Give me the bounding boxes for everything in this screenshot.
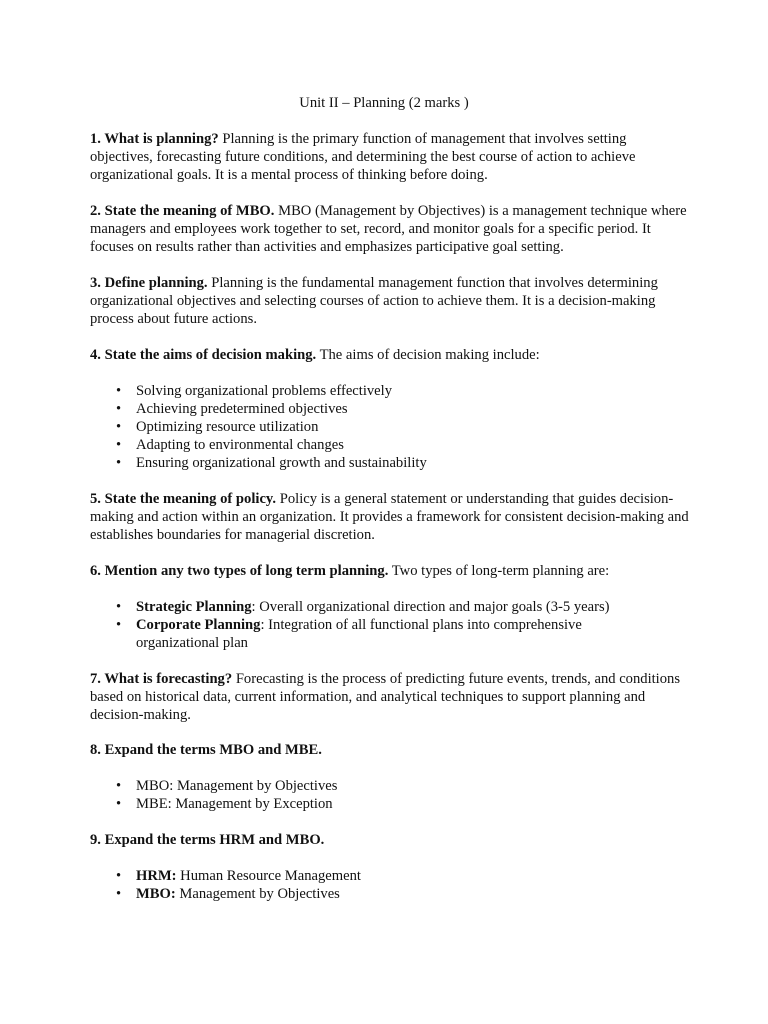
- question-4-heading: 4. State the aims of decision making.: [90, 347, 317, 363]
- question-2-answer: MBO (Management by Objectives) is a management technique where managers and employees work together to set, record, and monitor goals for a specific period. It focuses on results rather than activities and emphasizes participative goal setting.: [90, 203, 687, 255]
- question-8-heading: 8. Expand the terms MBO and MBE.: [90, 742, 322, 758]
- list-item: [90, 418, 650, 436]
- question-1-answer: Planning is the primary function of management that involves setting objectives, forecasting future conditions, and determining the best course of action to achieve organizational goals. It is a mental process of thinking before doing.: [90, 131, 636, 183]
- question-5-paragraph: [90, 490, 690, 544]
- question-6-paragraph: [90, 562, 690, 580]
- bullet-icon: •: [116, 778, 122, 794]
- list-item: [90, 400, 650, 418]
- list-item-text: Achieving predetermined objectives: [136, 401, 348, 417]
- list-item-term: HRM:: [136, 868, 177, 884]
- question-9-heading: 9. Expand the terms HRM and MBO.: [90, 832, 325, 848]
- list-item: [90, 777, 650, 795]
- list-item-text: Optimizing resource utilization: [136, 419, 319, 435]
- list-item-text: : Integration of all functional plans into comprehensive organizational plan: [136, 617, 582, 651]
- question-3-heading: 3. Define planning.: [90, 275, 208, 291]
- list-item-term: MBO:: [136, 886, 176, 902]
- question-8-list: [90, 777, 650, 813]
- list-item: [90, 867, 650, 885]
- list-item: [90, 885, 650, 903]
- question-1-paragraph: [90, 130, 690, 184]
- bullet-icon: •: [116, 437, 122, 453]
- list-item-text: Ensuring organizational growth and sustainability: [136, 455, 427, 471]
- list-item: [90, 454, 650, 472]
- list-item-text: MBO: Management by Objectives: [136, 778, 338, 794]
- question-7-paragraph: [90, 670, 690, 724]
- list-item-text: Solving organizational problems effectively: [136, 383, 393, 399]
- list-item-text: : Overall organizational direction and major goals (3-5 years): [251, 599, 610, 615]
- question-4-paragraph: [90, 346, 690, 364]
- question-8-paragraph: [90, 741, 690, 759]
- list-item-term: Strategic Planning: [136, 599, 252, 615]
- list-item-text: Management by Objectives: [175, 886, 340, 902]
- bullet-icon: •: [116, 886, 122, 902]
- question-3-paragraph: [90, 274, 690, 328]
- question-5: [90, 490, 690, 544]
- list-item-text: MBE: Management by Exception: [136, 796, 333, 812]
- question-2: [90, 202, 690, 256]
- question-9-paragraph: [90, 831, 690, 849]
- question-6-heading: 6. Mention any two types of long term planning.: [90, 563, 389, 579]
- question-3-answer: Planning is the fundamental management function that involves determining organizational objectives and selecting courses of action to achieve them. It is a decision-making process about future actions.: [90, 275, 658, 327]
- list-item: [90, 436, 650, 454]
- question-4-list: [90, 382, 650, 472]
- bullet-icon: •: [116, 383, 122, 399]
- question-7-heading: 7. What is forecasting?: [90, 671, 233, 687]
- bullet-icon: •: [116, 455, 122, 471]
- bullet-icon: •: [116, 796, 122, 812]
- question-5-heading: 5. State the meaning of policy.: [90, 491, 277, 507]
- list-item: [90, 598, 650, 616]
- question-6-answer: Two types of long-term planning are:: [391, 563, 610, 579]
- question-7: [90, 670, 690, 724]
- list-item: [90, 616, 650, 652]
- list-item: [90, 795, 650, 813]
- question-1: [90, 130, 690, 184]
- bullet-icon: •: [116, 599, 122, 615]
- question-3: [90, 274, 690, 328]
- list-item-text: Human Resource Management: [176, 868, 361, 884]
- bullet-icon: •: [116, 868, 122, 884]
- list-item: [90, 382, 650, 400]
- question-6-list: [90, 598, 650, 652]
- question-9-list: [90, 867, 650, 903]
- question-4-answer: The aims of decision making include:: [319, 347, 540, 363]
- question-9: [90, 831, 690, 849]
- bullet-icon: •: [116, 419, 122, 435]
- question-2-paragraph: [90, 202, 690, 256]
- question-8: [90, 741, 690, 759]
- bullet-icon: •: [116, 401, 122, 417]
- question-6: [90, 562, 690, 580]
- question-1-heading: 1. What is planning?: [90, 131, 219, 147]
- question-4: [90, 346, 690, 364]
- question-5-answer: Policy is a general statement or understanding that guides decision-making and action within an organization. It provides a framework for consistent decision-making and establishes boundaries for managerial discretion.: [90, 491, 689, 543]
- page-title: Unit II – Planning (2 marks ): [299, 95, 469, 111]
- bullet-icon: •: [116, 617, 122, 633]
- question-7-answer: Forecasting is the process of predicting future events, trends, and conditions based on historical data, current information, and analytical techniques to support planning and decision-making.: [90, 671, 681, 723]
- question-2-heading: 2. State the meaning of MBO.: [90, 203, 275, 219]
- list-item-text: Adapting to environmental changes: [136, 437, 344, 453]
- list-item-term: Corporate Planning: [136, 617, 261, 633]
